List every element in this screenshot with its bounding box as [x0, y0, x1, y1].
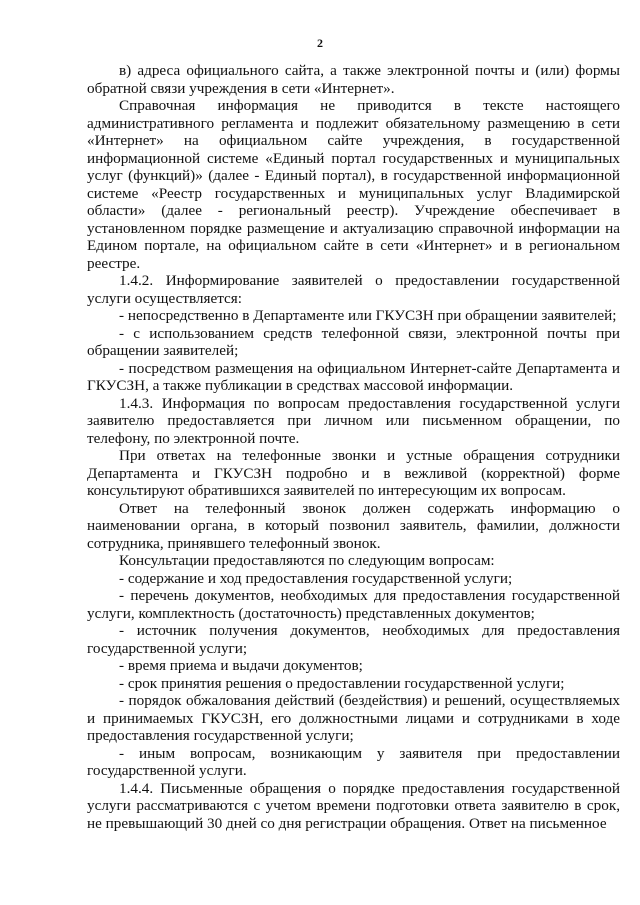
- paragraph-1-4-2: 1.4.2. Информирование заявителей о предоставлении государственной услуги осуществляется:: [87, 272, 620, 307]
- list-item-directly: - непосредственно в Департаменте или ГКУСЗН при обращении заявителей;: [119, 307, 617, 324]
- list-item-documents-source: - источник получения документов, необходимых для предоставления государственной услуги;: [87, 622, 620, 657]
- list-item-decision-term: - срок принятия решения о предоставлении государственной услуги;: [119, 674, 565, 692]
- page-number: 2: [317, 36, 323, 50]
- document-body: [87, 62, 620, 832]
- paragraph-1-4-4: 1.4.4. Письменные обращения о порядке предоставления государственной услуги рассматриваются с учетом времени подготовки ответа заявителю в срок, не превышающий 30 дней со дня регистрации обращения. Ответ на письменное: [87, 779, 620, 832]
- paragraph-1-4-3: 1.4.3. Информация по вопросам предоставления государственной услуги заявителю предоставляется при личном или письменном обращении, по телефону, по электронной почте.: [87, 394, 620, 447]
- list-item-documents-list: - перечень документов, необходимых для предоставления государственной услуги, комплектность (достаточность) представленных документов;: [87, 587, 620, 622]
- list-item-website-media: - посредством размещения на официальном Интернет-сайте Департамента и ГКУСЗН, а также публикации в средствах массовой информации.: [87, 359, 620, 394]
- paragraph-website-address: в) адреса официального сайта, а также электронной почты и (или) формы обратной связи учреждения в сети «Интернет».: [87, 62, 620, 97]
- paragraph-reference-info: Справочная информация не приводится в тексте настоящего административного регламента и подлежит обязательному размещению в сети «Интернет» на официальном сайте учреждения, в государственной информационной системе «Единый портал государственных и муниципальных услуг (функций)» (далее - Единый портал), в государственной информационной системе «Реестр государственных и муниципальных услуг Владимирской области» (далее - региональный реестр). Учреждение обеспечивает в установленном порядке размещение и актуализацию справочной информации на Едином портале, на официальном сайте в сети «Интернет» и в региональном реестре.: [87, 97, 620, 272]
- list-item-phone-email: - с использованием средств телефонной связи, электронной почты при обращении заявителей;: [87, 324, 620, 359]
- list-item-content-progress: - содержание и ход предоставления государственной услуги;: [119, 569, 513, 587]
- list-item-other-questions: - иным вопросам, возникающим у заявителя при предоставлении государственной услуги.: [87, 744, 620, 779]
- paragraph-phone-call-response: Ответ на телефонный звонок должен содержать информацию о наименовании органа, в который позвонил заявитель, фамилии, должности сотрудника, принявшего телефонный звонок.: [87, 499, 620, 552]
- paragraph-phone-answers: При ответах на телефонные звонки и устные обращения сотрудники Департамента и ГКУСЗН подробно и в вежливой (корректной) форме консультируют обратившихся заявителей по интересующим их вопросам.: [87, 447, 620, 499]
- paragraph-consultations: Консультации предоставляются по следующим вопросам:: [119, 552, 495, 569]
- list-item-reception-time: - время приема и выдачи документов;: [119, 657, 363, 674]
- list-item-appeal-procedure: - порядок обжалования действий (бездействия) и решений, осуществляемых и принимаемых ГКУСЗН, его должностными лицами и сотрудниками в ходе предоставления государственной услуги;: [87, 692, 620, 744]
